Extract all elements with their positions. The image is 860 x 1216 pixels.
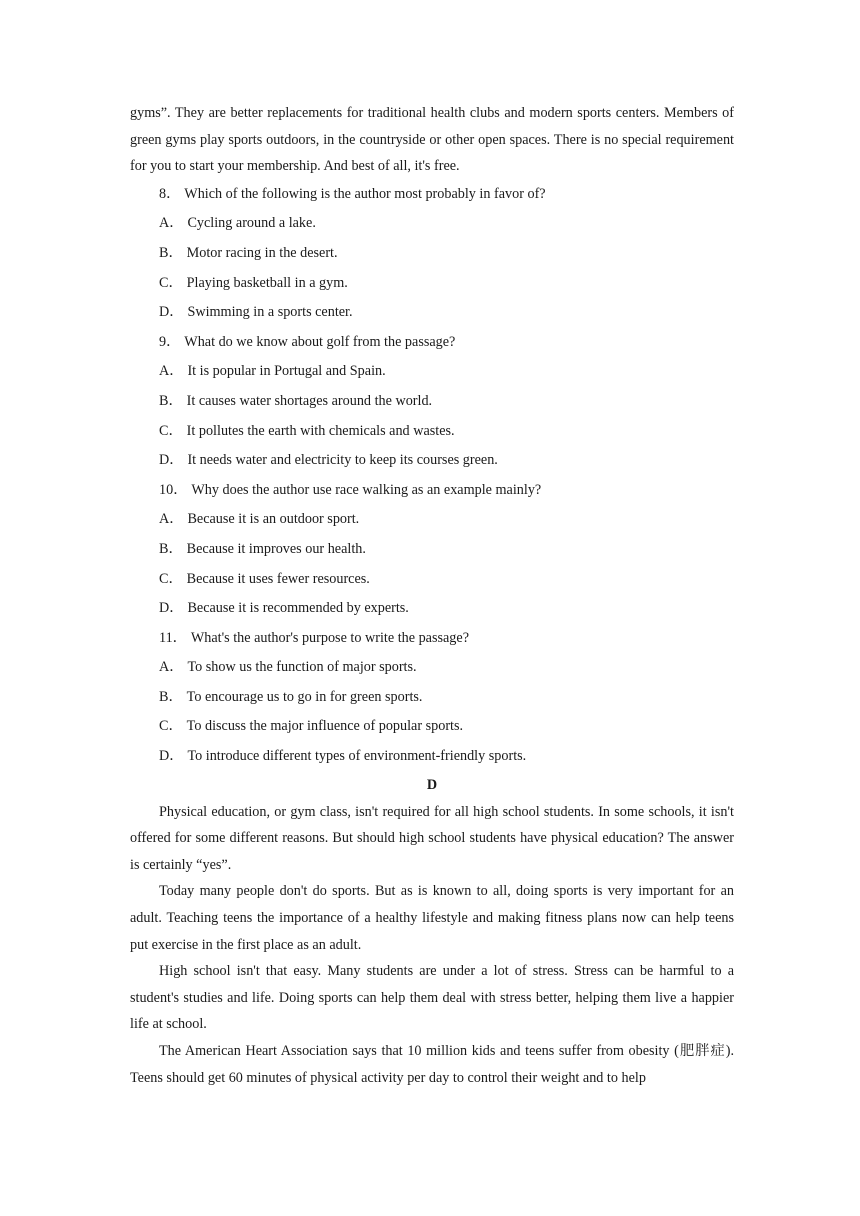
option-letter: C． bbox=[159, 274, 183, 291]
passage-paragraph: Today many people don't do sports. But as is known to all, doing sports is very important for an adult. Teaching teens the importance of a healthy lifestyle and making fitness plans now can help teens put exercise in the first place as an adult. bbox=[130, 883, 734, 953]
question-stem bbox=[130, 328, 734, 358]
option-letter: B． bbox=[159, 540, 183, 557]
question-text: What's the author's purpose to write the passage? bbox=[190, 629, 469, 646]
option-text: Because it is recommended by experts. bbox=[187, 600, 409, 617]
option-a bbox=[130, 209, 734, 239]
option-letter: C． bbox=[159, 570, 183, 587]
option-text: To show us the function of major sports. bbox=[187, 659, 417, 676]
option-letter: C． bbox=[159, 422, 183, 439]
passage-paragraph: The American Heart Association says that 10 million kids and teens suffer from obesity (肥胖症). Teens should get 60 minutes of physical activity per day to control their weight and to help bbox=[130, 1043, 734, 1086]
option-letter: B． bbox=[159, 244, 183, 261]
question-stem bbox=[130, 180, 734, 210]
option-text: To introduce different types of environment-friendly sports. bbox=[187, 748, 527, 765]
option-a bbox=[130, 653, 734, 683]
option-letter: D． bbox=[159, 304, 184, 321]
option-letter: D． bbox=[159, 452, 184, 469]
question-stem bbox=[130, 476, 734, 506]
option-letter: D． bbox=[159, 748, 184, 765]
option-text: Because it is an outdoor sport. bbox=[187, 511, 360, 528]
question-11 bbox=[130, 624, 734, 772]
passage-paragraph: High school isn't that easy. Many students are under a lot of stress. Stress can be harmful to a student's studies and life. Doing sports can help them deal with stress better, helping them live a happier life at school. bbox=[130, 963, 734, 1033]
option-letter: A． bbox=[159, 363, 184, 380]
question-9 bbox=[130, 328, 734, 476]
option-text: Because it uses fewer resources. bbox=[186, 570, 370, 587]
passage-paragraph: Physical education, or gym class, isn't required for all high school students. In some schools, it isn't offered for some different reasons. But should high school students have physical education? The answer is certainly “yes”. bbox=[130, 803, 734, 873]
option-letter: A． bbox=[159, 511, 184, 528]
question-number: 10． bbox=[159, 481, 188, 498]
option-text: Because it improves our health. bbox=[186, 540, 366, 557]
question-10 bbox=[130, 476, 734, 624]
option-text: Motor racing in the desert. bbox=[186, 244, 338, 261]
option-d bbox=[130, 742, 734, 772]
option-text: Swimming in a sports center. bbox=[187, 304, 353, 321]
option-b bbox=[130, 239, 734, 269]
option-b bbox=[130, 387, 734, 417]
option-text: Playing basketball in a gym. bbox=[186, 274, 348, 291]
intro-paragraph: gyms”. They are better replacements for traditional health clubs and modern sports centers. Members of green gyms play sports outdoors, in the countryside or other open spaces. There is no special requirement for you to start your membership. And best of all, it's free. bbox=[130, 105, 734, 175]
option-a bbox=[130, 505, 734, 535]
option-text: It causes water shortages around the world. bbox=[186, 392, 433, 409]
option-d bbox=[130, 594, 734, 624]
option-letter: B． bbox=[159, 392, 183, 409]
option-letter: C． bbox=[159, 718, 183, 735]
option-text: Cycling around a lake. bbox=[187, 215, 316, 232]
option-text: It pollutes the earth with chemicals and wastes. bbox=[186, 422, 455, 439]
option-b bbox=[130, 535, 734, 565]
option-b bbox=[130, 683, 734, 713]
question-text: Which of the following is the author most probably in favor of? bbox=[184, 185, 546, 202]
option-letter: A． bbox=[159, 215, 184, 232]
option-text: It needs water and electricity to keep its courses green. bbox=[187, 452, 498, 469]
option-text: To encourage us to go in for green sports. bbox=[186, 688, 423, 705]
question-stem bbox=[130, 624, 734, 654]
option-text: It is popular in Portugal and Spain. bbox=[187, 363, 386, 380]
question-8 bbox=[130, 180, 734, 328]
question-text: Why does the author use race walking as an example mainly? bbox=[191, 481, 542, 498]
option-text: To discuss the major influence of popular sports. bbox=[186, 718, 464, 735]
page-content bbox=[130, 100, 734, 1091]
option-c bbox=[130, 565, 734, 595]
option-d bbox=[130, 446, 734, 476]
option-c bbox=[130, 712, 734, 742]
question-number: 9． bbox=[159, 333, 181, 350]
question-text: What do we know about golf from the passage? bbox=[184, 333, 456, 350]
option-letter: D． bbox=[159, 600, 184, 617]
option-a bbox=[130, 357, 734, 387]
option-letter: A． bbox=[159, 659, 184, 676]
question-number: 11． bbox=[159, 629, 187, 646]
option-c bbox=[130, 269, 734, 299]
option-letter: B． bbox=[159, 688, 183, 705]
section-title: D bbox=[426, 776, 438, 793]
option-c bbox=[130, 417, 734, 447]
option-d bbox=[130, 298, 734, 328]
question-number: 8． bbox=[159, 185, 181, 202]
